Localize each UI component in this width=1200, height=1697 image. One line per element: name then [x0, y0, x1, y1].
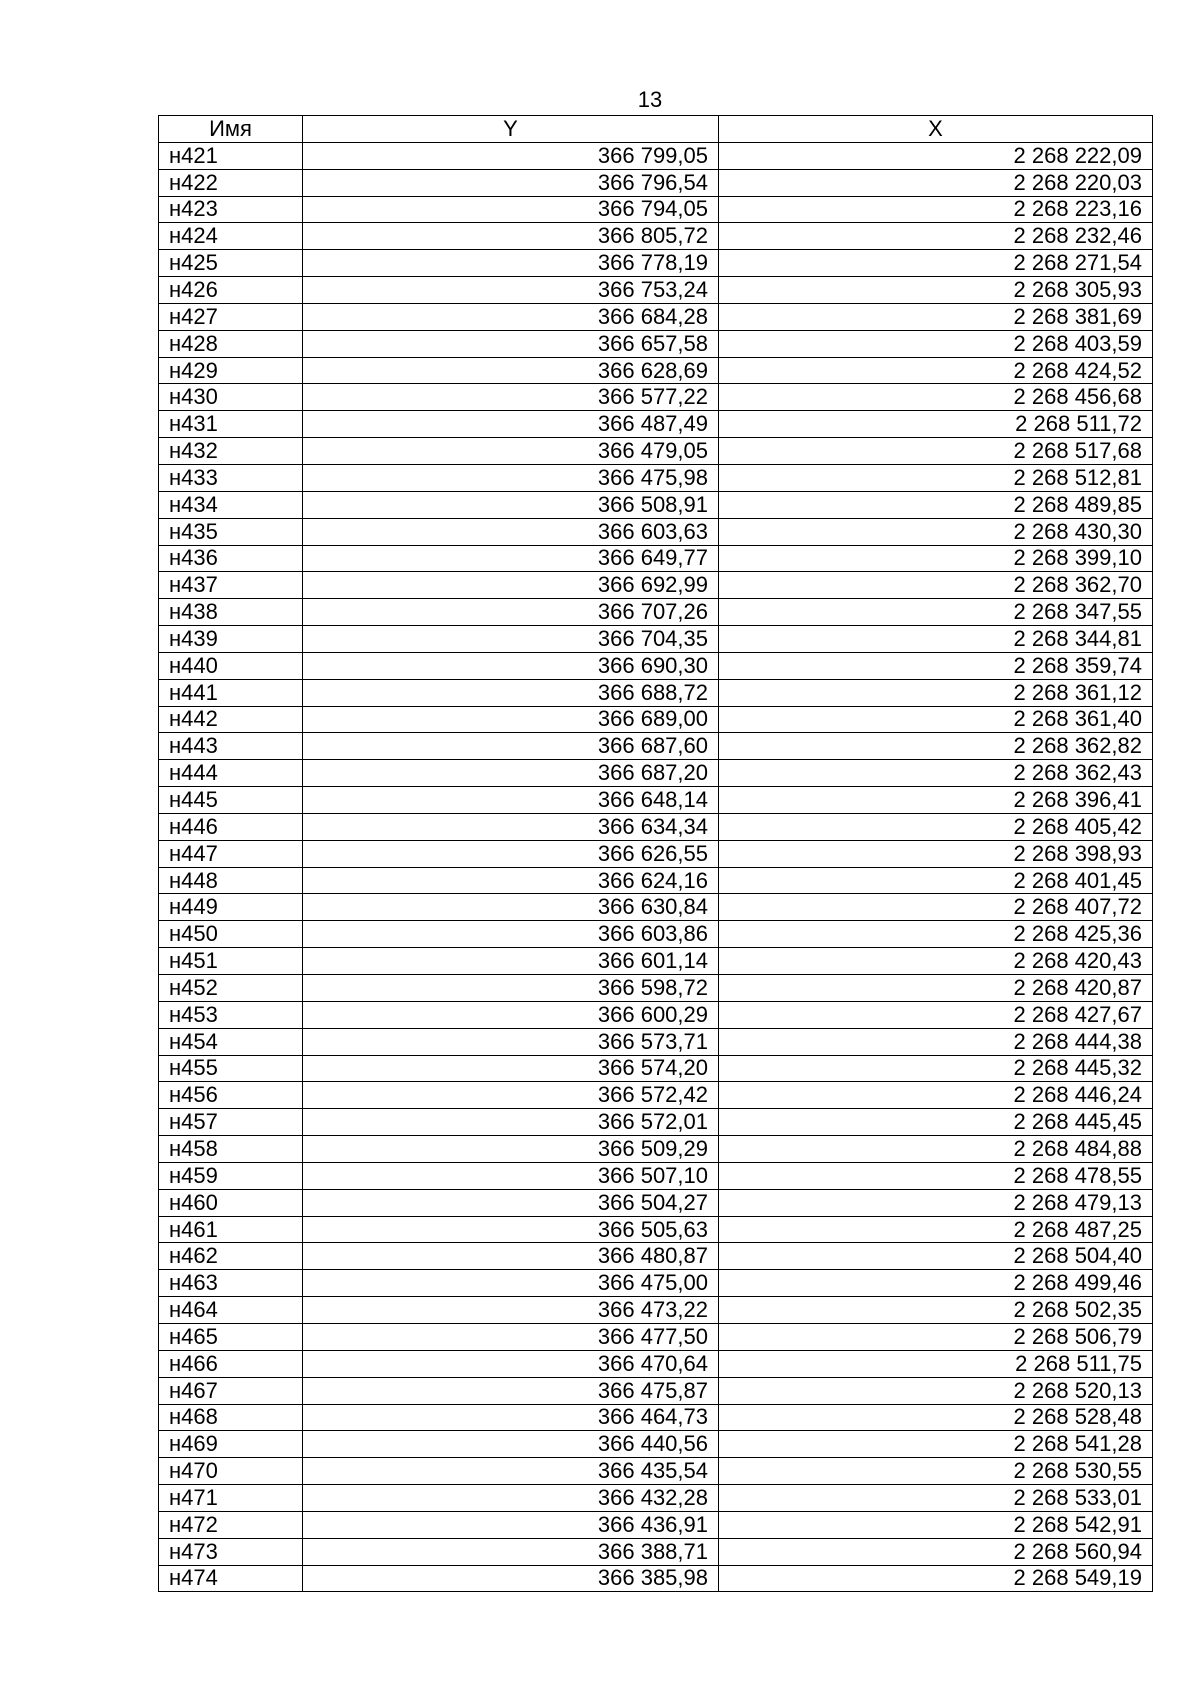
cell-point-name: н428 [159, 330, 303, 357]
cell-point-name: н464 [159, 1297, 303, 1324]
cell-y-coordinate: 366 436,91 [303, 1511, 719, 1538]
table-row [159, 1189, 1153, 1216]
header-row [159, 116, 1153, 143]
cell-point-name: н473 [159, 1538, 303, 1565]
cell-y-coordinate: 366 509,29 [303, 1136, 719, 1163]
cell-point-name: н431 [159, 411, 303, 438]
table-row [159, 1431, 1153, 1458]
table-row [159, 1001, 1153, 1028]
table-row [159, 948, 1153, 975]
cell-y-coordinate: 366 487,49 [303, 411, 719, 438]
table-row [159, 1404, 1153, 1431]
table-row [159, 357, 1153, 384]
table-row [159, 787, 1153, 814]
table-row [159, 169, 1153, 196]
cell-x-coordinate: 2 268 520,13 [719, 1377, 1153, 1404]
cell-x-coordinate: 2 268 362,43 [719, 760, 1153, 787]
cell-point-name: н460 [159, 1189, 303, 1216]
table-row [159, 277, 1153, 304]
column-header-x: X [719, 116, 1153, 143]
cell-point-name: н452 [159, 975, 303, 1002]
cell-x-coordinate: 2 268 533,01 [719, 1485, 1153, 1512]
table-row [159, 867, 1153, 894]
cell-y-coordinate: 366 688,72 [303, 679, 719, 706]
cell-point-name: н421 [159, 142, 303, 169]
table-row [159, 975, 1153, 1002]
table-body [159, 142, 1153, 1592]
cell-x-coordinate: 2 268 560,94 [719, 1538, 1153, 1565]
table-header [159, 116, 1153, 143]
cell-x-coordinate: 2 268 399,10 [719, 545, 1153, 572]
cell-x-coordinate: 2 268 479,13 [719, 1189, 1153, 1216]
table-row [159, 840, 1153, 867]
cell-x-coordinate: 2 268 305,93 [719, 277, 1153, 304]
cell-point-name: н445 [159, 787, 303, 814]
cell-point-name: н467 [159, 1377, 303, 1404]
table-row [159, 1028, 1153, 1055]
cell-x-coordinate: 2 268 528,48 [719, 1404, 1153, 1431]
cell-y-coordinate: 366 684,28 [303, 303, 719, 330]
cell-y-coordinate: 366 480,87 [303, 1243, 719, 1270]
cell-point-name: н422 [159, 169, 303, 196]
cell-y-coordinate: 366 385,98 [303, 1565, 719, 1592]
cell-x-coordinate: 2 268 420,43 [719, 948, 1153, 975]
column-header-y: Y [303, 116, 719, 143]
cell-y-coordinate: 366 432,28 [303, 1485, 719, 1512]
cell-point-name: н443 [159, 733, 303, 760]
cell-y-coordinate: 366 603,86 [303, 921, 719, 948]
cell-y-coordinate: 366 603,63 [303, 518, 719, 545]
cell-x-coordinate: 2 268 446,24 [719, 1082, 1153, 1109]
table-row [159, 1136, 1153, 1163]
cell-x-coordinate: 2 268 444,38 [719, 1028, 1153, 1055]
cell-x-coordinate: 2 268 222,09 [719, 142, 1153, 169]
cell-x-coordinate: 2 268 541,28 [719, 1431, 1153, 1458]
table-row [159, 626, 1153, 653]
cell-point-name: н423 [159, 196, 303, 223]
cell-point-name: н425 [159, 250, 303, 277]
cell-y-coordinate: 366 573,71 [303, 1028, 719, 1055]
cell-y-coordinate: 366 799,05 [303, 142, 719, 169]
table-row [159, 303, 1153, 330]
table-row [159, 572, 1153, 599]
cell-point-name: н447 [159, 840, 303, 867]
cell-point-name: н463 [159, 1270, 303, 1297]
cell-point-name: н426 [159, 277, 303, 304]
cell-x-coordinate: 2 268 344,81 [719, 626, 1153, 653]
cell-point-name: н424 [159, 223, 303, 250]
cell-y-coordinate: 366 649,77 [303, 545, 719, 572]
cell-point-name: н459 [159, 1162, 303, 1189]
cell-point-name: н466 [159, 1350, 303, 1377]
table-row [159, 652, 1153, 679]
table-row [159, 679, 1153, 706]
cell-y-coordinate: 366 577,22 [303, 384, 719, 411]
table-row [159, 1243, 1153, 1270]
cell-point-name: н468 [159, 1404, 303, 1431]
cell-y-coordinate: 366 475,98 [303, 464, 719, 491]
cell-y-coordinate: 366 388,71 [303, 1538, 719, 1565]
table-row [159, 223, 1153, 250]
table-row [159, 1216, 1153, 1243]
cell-point-name: н438 [159, 599, 303, 626]
cell-point-name: н465 [159, 1323, 303, 1350]
cell-y-coordinate: 366 778,19 [303, 250, 719, 277]
cell-point-name: н461 [159, 1216, 303, 1243]
cell-x-coordinate: 2 268 361,40 [719, 706, 1153, 733]
table-row [159, 1538, 1153, 1565]
cell-y-coordinate: 366 689,00 [303, 706, 719, 733]
cell-y-coordinate: 366 657,58 [303, 330, 719, 357]
table-row [159, 518, 1153, 545]
cell-y-coordinate: 366 572,01 [303, 1109, 719, 1136]
cell-y-coordinate: 366 794,05 [303, 196, 719, 223]
cell-point-name: н469 [159, 1431, 303, 1458]
cell-x-coordinate: 2 268 456,68 [719, 384, 1153, 411]
table-row [159, 1350, 1153, 1377]
cell-x-coordinate: 2 268 489,85 [719, 491, 1153, 518]
table-row [159, 142, 1153, 169]
table-row [159, 733, 1153, 760]
cell-y-coordinate: 366 600,29 [303, 1001, 719, 1028]
cell-x-coordinate: 2 268 425,36 [719, 921, 1153, 948]
cell-point-name: н450 [159, 921, 303, 948]
cell-point-name: н471 [159, 1485, 303, 1512]
cell-point-name: н441 [159, 679, 303, 706]
cell-y-coordinate: 366 687,60 [303, 733, 719, 760]
cell-x-coordinate: 2 268 362,70 [719, 572, 1153, 599]
table-row [159, 464, 1153, 491]
table-row [159, 438, 1153, 465]
cell-x-coordinate: 2 268 361,12 [719, 679, 1153, 706]
table-row [159, 196, 1153, 223]
cell-point-name: н432 [159, 438, 303, 465]
cell-x-coordinate: 2 268 420,87 [719, 975, 1153, 1002]
cell-point-name: н444 [159, 760, 303, 787]
cell-x-coordinate: 2 268 542,91 [719, 1511, 1153, 1538]
cell-x-coordinate: 2 268 512,81 [719, 464, 1153, 491]
cell-y-coordinate: 366 796,54 [303, 169, 719, 196]
cell-point-name: н446 [159, 813, 303, 840]
cell-x-coordinate: 2 268 271,54 [719, 250, 1153, 277]
cell-point-name: н440 [159, 652, 303, 679]
cell-y-coordinate: 366 598,72 [303, 975, 719, 1002]
cell-y-coordinate: 366 624,16 [303, 867, 719, 894]
cell-x-coordinate: 2 268 484,88 [719, 1136, 1153, 1163]
cell-x-coordinate: 2 268 499,46 [719, 1270, 1153, 1297]
coordinates-table [158, 115, 1153, 1592]
cell-x-coordinate: 2 268 405,42 [719, 813, 1153, 840]
cell-x-coordinate: 2 268 530,55 [719, 1458, 1153, 1485]
table-row [159, 1458, 1153, 1485]
cell-y-coordinate: 366 626,55 [303, 840, 719, 867]
table-row [159, 384, 1153, 411]
cell-x-coordinate: 2 268 396,41 [719, 787, 1153, 814]
cell-y-coordinate: 366 574,20 [303, 1055, 719, 1082]
cell-y-coordinate: 366 634,34 [303, 813, 719, 840]
cell-point-name: н454 [159, 1028, 303, 1055]
cell-point-name: н433 [159, 464, 303, 491]
table-row [159, 894, 1153, 921]
cell-x-coordinate: 2 268 478,55 [719, 1162, 1153, 1189]
cell-x-coordinate: 2 268 430,30 [719, 518, 1153, 545]
table-row [159, 491, 1153, 518]
cell-x-coordinate: 2 268 347,55 [719, 599, 1153, 626]
cell-y-coordinate: 366 435,54 [303, 1458, 719, 1485]
table-row [159, 1323, 1153, 1350]
cell-x-coordinate: 2 268 502,35 [719, 1297, 1153, 1324]
cell-y-coordinate: 366 508,91 [303, 491, 719, 518]
cell-y-coordinate: 366 692,99 [303, 572, 719, 599]
cell-point-name: н434 [159, 491, 303, 518]
table-row [159, 760, 1153, 787]
cell-y-coordinate: 366 475,87 [303, 1377, 719, 1404]
cell-x-coordinate: 2 268 517,68 [719, 438, 1153, 465]
table-row [159, 411, 1153, 438]
cell-x-coordinate: 2 268 511,72 [719, 411, 1153, 438]
cell-y-coordinate: 366 473,22 [303, 1297, 719, 1324]
table-row [159, 599, 1153, 626]
cell-y-coordinate: 366 470,64 [303, 1350, 719, 1377]
cell-y-coordinate: 366 601,14 [303, 948, 719, 975]
cell-x-coordinate: 2 268 427,67 [719, 1001, 1153, 1028]
cell-point-name: н449 [159, 894, 303, 921]
table-row [159, 250, 1153, 277]
cell-x-coordinate: 2 268 401,45 [719, 867, 1153, 894]
cell-x-coordinate: 2 268 504,40 [719, 1243, 1153, 1270]
table-row [159, 706, 1153, 733]
cell-point-name: н429 [159, 357, 303, 384]
cell-x-coordinate: 2 268 549,19 [719, 1565, 1153, 1592]
table-row [159, 1270, 1153, 1297]
cell-point-name: н462 [159, 1243, 303, 1270]
cell-x-coordinate: 2 268 359,74 [719, 652, 1153, 679]
cell-y-coordinate: 366 707,26 [303, 599, 719, 626]
table-row [159, 1565, 1153, 1592]
cell-point-name: н439 [159, 626, 303, 653]
table-row [159, 1109, 1153, 1136]
cell-y-coordinate: 366 507,10 [303, 1162, 719, 1189]
cell-y-coordinate: 366 479,05 [303, 438, 719, 465]
cell-point-name: н458 [159, 1136, 303, 1163]
cell-y-coordinate: 366 687,20 [303, 760, 719, 787]
cell-point-name: н437 [159, 572, 303, 599]
cell-y-coordinate: 366 704,35 [303, 626, 719, 653]
table-row [159, 1511, 1153, 1538]
cell-x-coordinate: 2 268 424,52 [719, 357, 1153, 384]
cell-point-name: н430 [159, 384, 303, 411]
cell-x-coordinate: 2 268 407,72 [719, 894, 1153, 921]
table-row [159, 1055, 1153, 1082]
cell-y-coordinate: 366 628,69 [303, 357, 719, 384]
cell-x-coordinate: 2 268 445,45 [719, 1109, 1153, 1136]
table-row [159, 1297, 1153, 1324]
column-header-name: Имя [159, 116, 303, 143]
cell-y-coordinate: 366 504,27 [303, 1189, 719, 1216]
table-row [159, 545, 1153, 572]
cell-y-coordinate: 366 505,63 [303, 1216, 719, 1243]
cell-point-name: н457 [159, 1109, 303, 1136]
cell-point-name: н442 [159, 706, 303, 733]
table-row [159, 813, 1153, 840]
cell-x-coordinate: 2 268 487,25 [719, 1216, 1153, 1243]
cell-x-coordinate: 2 268 232,46 [719, 223, 1153, 250]
cell-point-name: н436 [159, 545, 303, 572]
cell-y-coordinate: 366 572,42 [303, 1082, 719, 1109]
cell-x-coordinate: 2 268 398,93 [719, 840, 1153, 867]
cell-x-coordinate: 2 268 220,03 [719, 169, 1153, 196]
cell-y-coordinate: 366 690,30 [303, 652, 719, 679]
cell-point-name: н456 [159, 1082, 303, 1109]
table-row [159, 1485, 1153, 1512]
page-number: 13 [637, 87, 663, 112]
cell-x-coordinate: 2 268 403,59 [719, 330, 1153, 357]
cell-point-name: н470 [159, 1458, 303, 1485]
cell-point-name: н472 [159, 1511, 303, 1538]
cell-point-name: н427 [159, 303, 303, 330]
cell-y-coordinate: 366 648,14 [303, 787, 719, 814]
cell-y-coordinate: 366 464,73 [303, 1404, 719, 1431]
cell-x-coordinate: 2 268 506,79 [719, 1323, 1153, 1350]
cell-x-coordinate: 2 268 381,69 [719, 303, 1153, 330]
table-row [159, 330, 1153, 357]
cell-point-name: н453 [159, 1001, 303, 1028]
cell-x-coordinate: 2 268 445,32 [719, 1055, 1153, 1082]
cell-point-name: н435 [159, 518, 303, 545]
cell-point-name: н451 [159, 948, 303, 975]
cell-y-coordinate: 366 477,50 [303, 1323, 719, 1350]
cell-x-coordinate: 2 268 362,82 [719, 733, 1153, 760]
cell-y-coordinate: 366 805,72 [303, 223, 719, 250]
cell-x-coordinate: 2 268 223,16 [719, 196, 1153, 223]
cell-point-name: н448 [159, 867, 303, 894]
cell-point-name: н455 [159, 1055, 303, 1082]
cell-y-coordinate: 366 475,00 [303, 1270, 719, 1297]
table-row [159, 1377, 1153, 1404]
table-row [159, 921, 1153, 948]
cell-y-coordinate: 366 753,24 [303, 277, 719, 304]
cell-point-name: н474 [159, 1565, 303, 1592]
cell-y-coordinate: 366 440,56 [303, 1431, 719, 1458]
table-row [159, 1082, 1153, 1109]
cell-x-coordinate: 2 268 511,75 [719, 1350, 1153, 1377]
table-row [159, 1162, 1153, 1189]
cell-y-coordinate: 366 630,84 [303, 894, 719, 921]
